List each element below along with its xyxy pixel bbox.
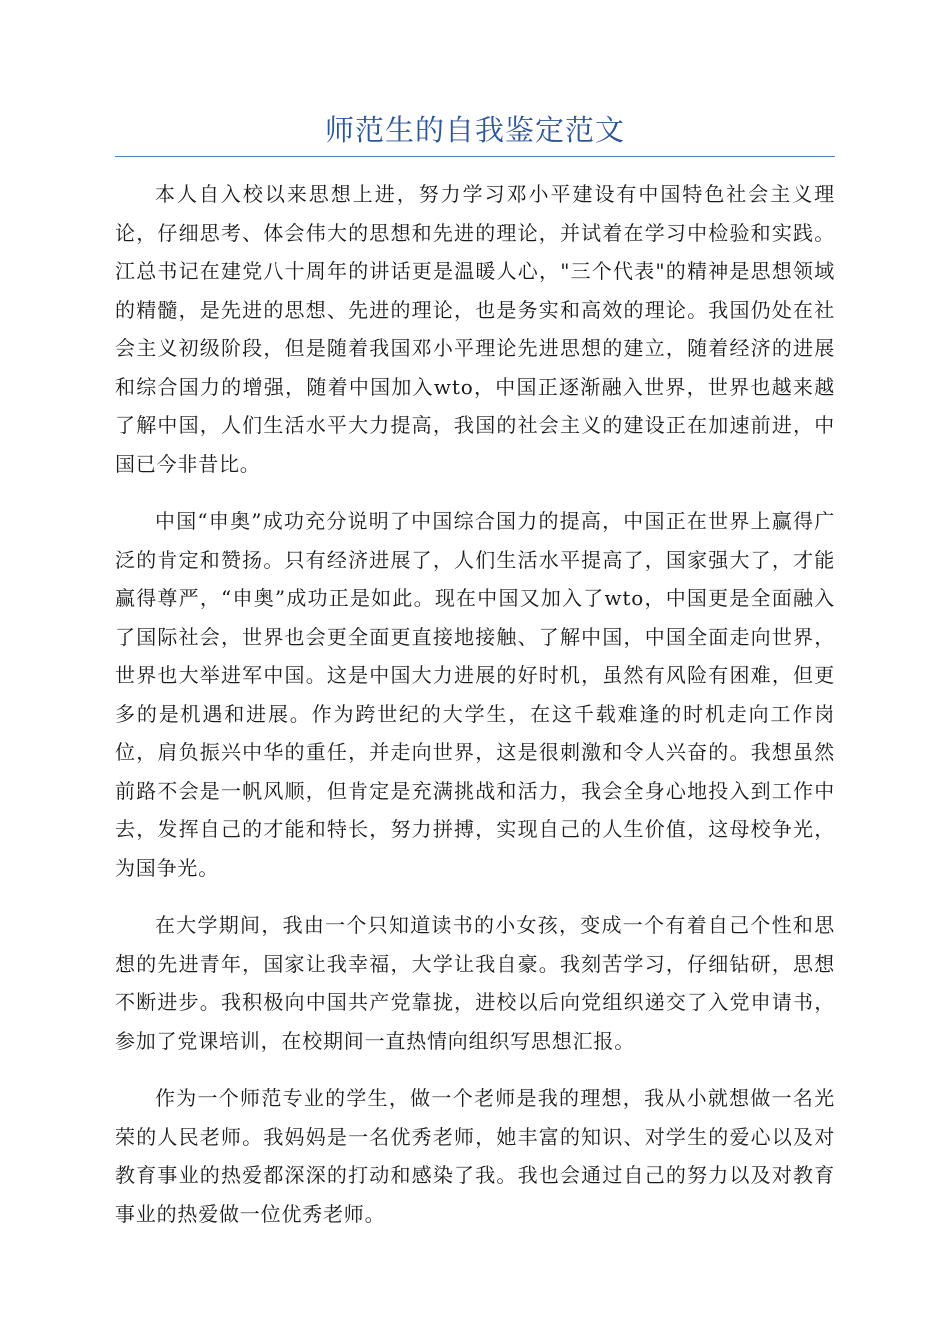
title-block: [115, 108, 835, 157]
document-title: 师范生的自我鉴定范文: [324, 113, 625, 147]
paragraph-2: 中国“申奥”成功充分说明了中国综合国力的提高，中国正在世界上赢得广泛的肯定和赞扬。只有经济进展了，人们生活水平提高了，国家强大了，才能赢得尊严，“申奥”成功正是如此。现在中国又加入了wto，中国更是全面融入了国际社会，世界也会更全面更直接地接触、了解中国，中国全面走向世界，世界也大举进军中国。这是中国大力进展的好时机，虽然有风险有困难，但更多的是机遇和进展。作为跨世纪的大学生，在这千载难逢的时机走向工作岗位，肩负振兴中华的重任，并走向世界，这是很刺激和令人兴奋的。我想虽然前路不会是一帆风顺，但肯定是充满挑战和活力，我会全身心地投入到工作中去，发挥自己的才能和特长，努力拼搏，实现自己的人生价值，这母校争光，为国争光。: [115, 509, 835, 880]
document-body: [115, 175, 835, 1252]
paragraph-4: 作为一个师范专业的学生，做一个老师是我的理想，我从小就想做一名光荣的人民老师。我妈妈是一名优秀老师，她丰富的知识、对学生的爱心以及对教育事业的热爱都深深的打动和感染了我。我也会通过自己的努力以及对教育事业的热爱做一位优秀老师。: [115, 1086, 835, 1226]
paragraph-1: 本人自入校以来思想上进，努力学习邓小平建设有中国特色社会主义理论，仔细思考、体会伟大的思想和先进的理论，并试着在学习中检验和实践。江总书记在建党八十周年的讲话更是温暖人心，"三个代表"的精神是思想领域的精髓，是先进的思想、先进的理论，也是务实和高效的理论。我国仍处在社会主义初级阶段，但是随着我国邓小平理论先进思想的建立，随着经济的进展和综合国力的增强，随着中国加入wto，中国正逐渐融入世界，世界也越来越了解中国，人们生活水平大力提高，我国的社会主义的建设正在加速前进，中国已今非昔比。: [115, 182, 835, 476]
paragraph-3: 在大学期间，我由一个只知道读书的小女孩，变成一个有着自己个性和思想的先进青年，国家让我幸福，大学让我自豪。我刻苦学习，仔细钻研，思想不断进步。我积极向中国共产党靠拢，进校以后向党组织递交了入党申请书，参加了党课培训，在校期间一直热情向组织写思想汇报。: [115, 913, 835, 1053]
